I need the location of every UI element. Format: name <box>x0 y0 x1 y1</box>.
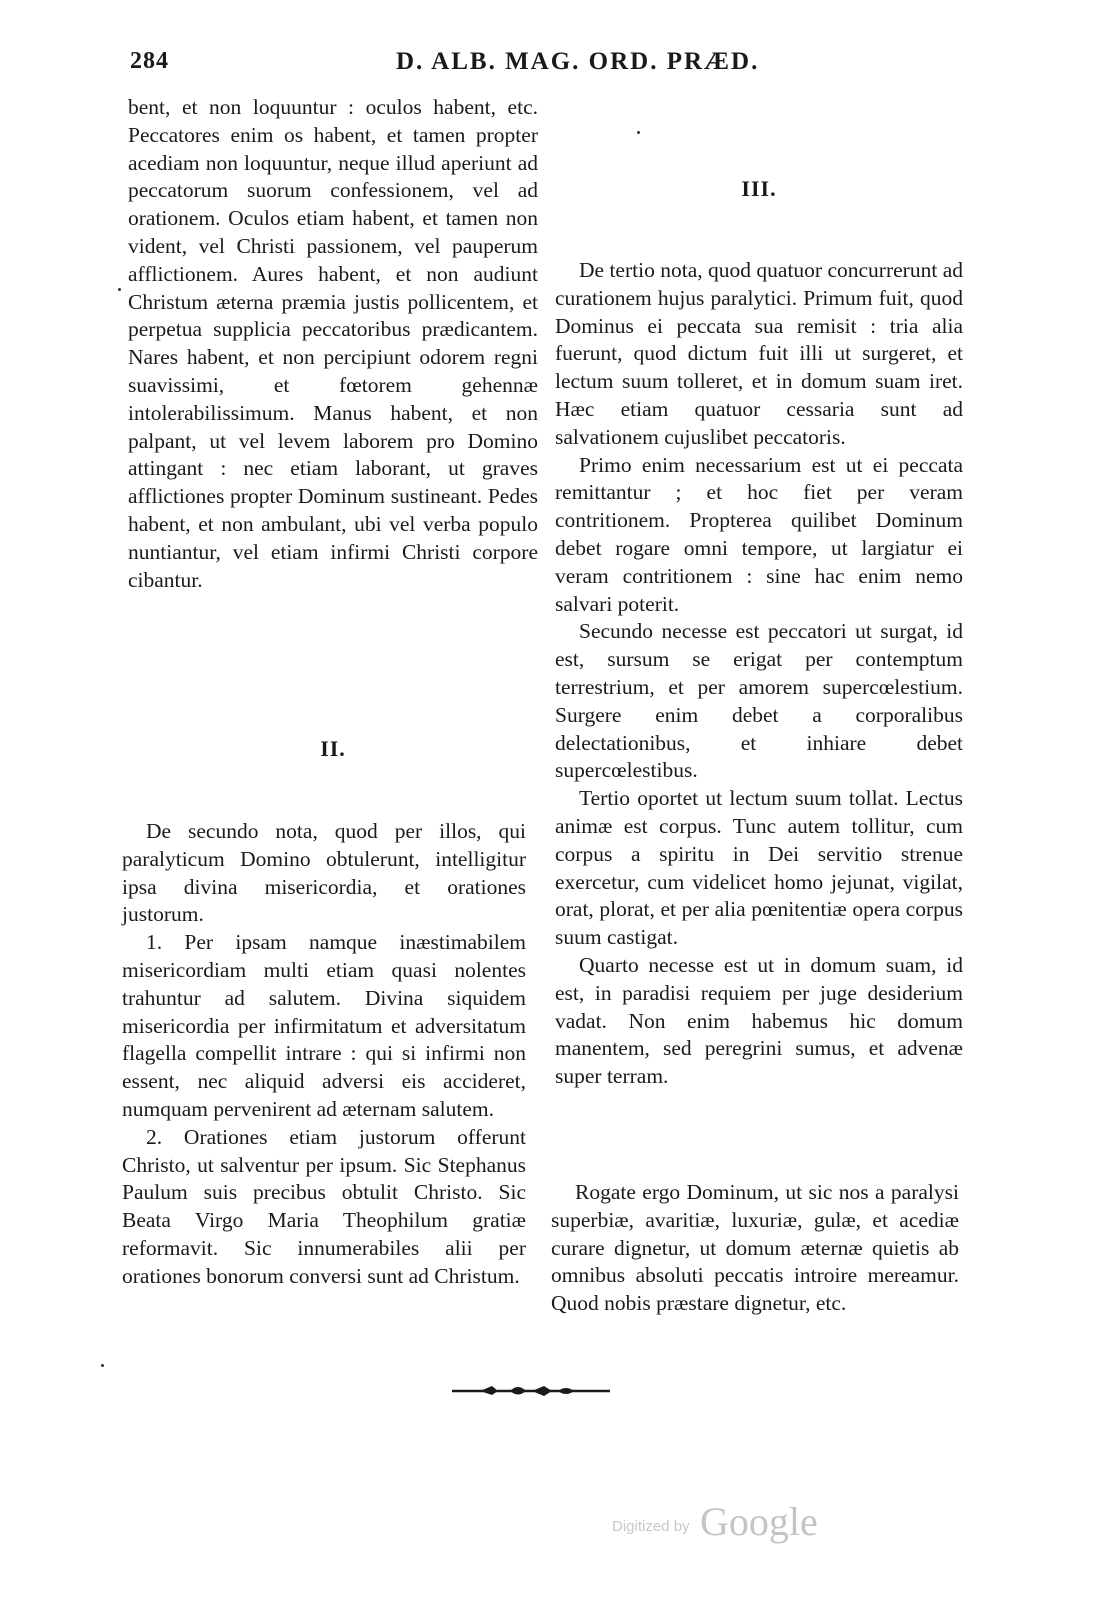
google-logo: Google <box>700 1499 818 1544</box>
paragraph: Tertio oportet ut lectum suum tollat. Lectus animæ est corpus. Tunc autem tollitur, cum corpus a spiritu in Dei servitio strenue exercetur, cum videlicet homo jejunat, vigilat, orat, plorat, et per alia pœnitentiæ opera corpus suum castigat. <box>555 786 963 950</box>
section-iii-body <box>555 257 963 1091</box>
section-ii-body <box>122 818 526 1291</box>
end-ornament-icon <box>452 1382 610 1400</box>
paragraph: Secundo necesse est peccatori ut surgat, id est, sursum se erigat per contemptum terrestrium, et per amorem supercœlestium. Surgere enim debet a corporalibus delectationibus, et inhiare debet supercœlestibus. <box>555 619 963 783</box>
page-number: 284 <box>130 48 169 74</box>
paragraph: Quarto necesse est ut in domum suam, id est, in paradisi requiem per juge desiderium vadat. Non enim habemus hic domum manentem, sed peregrini sumus, et advenæ super terram. <box>555 952 963 1089</box>
paragraph: De tertio nota, quod quatuor concurrerunt ad curationem hujus paralytici. Primum fuit, quod Dominus ei peccata sua remisit : tria alia fuerunt, quod dictum fuit illi ut surgeret, et lectum suum tolleret, et in domum suam iret. Hæc etiam quatuor cessaria sunt ad salvationem cujuslibet peccatoris. <box>555 258 963 449</box>
section-heading-iii: III. <box>741 176 777 201</box>
paragraph: 1. Per ipsam namque inæstimabilem misericordiam multi etiam quasi nolentes trahuntur ad salutem. Divina siquidem misericordia per infirmitatum et adversitatum flagella compellit intrare : qui si infirmi non essent, nec aliquid adversi eis accideret, numquam pervenirent ad æternam salutem. <box>122 930 526 1121</box>
digitized-by-label: Digitized by <box>612 1518 690 1535</box>
paragraph: Primo enim necessarium est ut ei peccata remittantur ; et hoc fiet per veram contritionem. Propterea quilibet Dominum debet rogare omni tempore, ut largiatur ei veram contritionem : sine hac enim nemo salvari poterit. <box>555 452 963 616</box>
closing-paragraph: Rogate ergo Dominum, ut sic nos a paralysi superbiæ, avaritiæ, luxuriæ, gulæ, et acediæ curare dignetur, ut domum æternæ quietis ab omnibus absoluti peccatis introire mereamur. Quod nobis præstare dignetur, etc. <box>551 1180 959 1316</box>
section-heading-ii: II. <box>320 736 346 761</box>
paragraph: De secundo nota, quod per illos, qui paralyticum Domino obtulerunt, intelligitur ipsa divina misericordia, et orationes justorum. <box>122 819 526 927</box>
ink-speck <box>118 288 121 291</box>
digitized-by-watermark <box>612 1498 842 1548</box>
running-title: D. ALB. MAG. ORD. PRÆD. <box>396 48 760 75</box>
closing-section <box>551 1179 959 1318</box>
ink-speck <box>101 1364 104 1367</box>
ink-speck <box>637 131 640 134</box>
page-header <box>0 48 1094 88</box>
continuation-paragraph: bent, et non loquuntur : oculos habent, etc. Peccatores enim os habent, et tamen propter acediam non loquuntur, neque illud aperiunt ad peccatorum suorum confessionem, vel ad orationem. Oculos etiam habent, et tamen non vident, vel Christi passionem, vel pauperum afflictionem. Aures habent, et non audiunt Christum æterna præmia justis pollicentem, et perpetua supplicia peccatoribus prædicantem. Nares habent, et non percipiunt odorem regni suavissimi, et fœtorem gehennæ intolerabilissimum. Manus habent, et non palpant, ut vel levem laborem pro Domino attingant : nec etiam laborant, ut graves afflictiones propter Dominum sustineant. Pedes habent, et non ambulant, ubi vel verba populo nuntiantur, vel etiam infirmi Christi corpore cibantur. <box>128 95 538 592</box>
paragraph: 2. Orationes etiam justorum offerunt Christo, ut salventur per ipsum. Sic Stephanus Paulum suis precibus obtulit Christo. Sic Beata Virgo Maria Theophilum gratiæ reformavit. Sic innumerabiles alii per orationes bonorum conversi sunt ad Christum. <box>122 1124 526 1288</box>
